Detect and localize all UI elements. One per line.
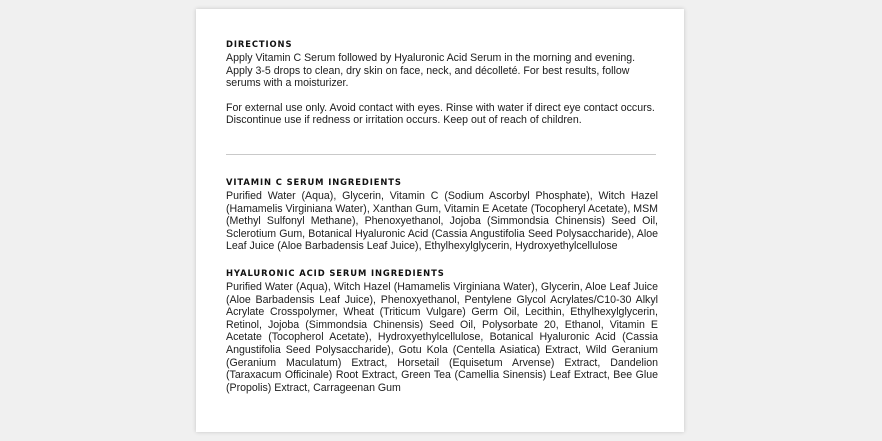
vitamin-c-heading: VITAMIN C SERUM INGREDIENTS	[226, 176, 402, 187]
vitamin-c-ingredients-section	[226, 177, 658, 253]
warning-text: For external use only. Avoid contact with eyes. Rinse with water if direct eye contact occurs. Discontinue use if redness or irritation occurs. Keep out of reach of children.	[226, 101, 655, 127]
section-divider	[226, 154, 656, 155]
hyaluronic-heading: HYALURONIC ACID SERUM INGREDIENTS	[226, 267, 445, 278]
hyaluronic-ingredients-section	[226, 268, 658, 394]
directions-text: Apply Vitamin C Serum followed by Hyaluronic Acid Serum in the morning and evening. Apply 3-5 drops to clean, dry skin on face, neck, and décolleté. For best results, follow serums with a moisturizer.	[226, 52, 636, 90]
vitamin-c-ingredients-text: Purified Water (Aqua), Glycerin, Vitamin C (Sodium Ascorbyl Phosphate), Witch Hazel (Hamamelis Virginiana Water), Xanthan Gum, Vitamin E Acetate (Tocopheryl Acetate), MSM (Methyl Sulfonyl Methane), Phenoxyethanol, Jojoba (Simmondsia Chinensis) Seed Oil, Sclerotium Gum, Botanical Hyaluronic Acid (Cassia Angustifolia Seed Polysaccharide), Aloe Leaf Juice (Aloe Barbadensis Leaf Juice), Ethylhexylglycerin, Hydroxyethylcellulose	[226, 189, 658, 253]
product-info-card	[196, 9, 684, 432]
hyaluronic-ingredients-text: Purified Water (Aqua), Witch Hazel (Hamamelis Virginiana Water), Glycerin, Aloe Leaf Juice (Aloe Barbadensis Leaf Juice), Phenoxyethanol, Pentylene Glycol Acrylates/C10-30 Alkyl Acrylate Crosspolymer, Wheat (Triticum Vulgare) Germ Oil, Lecithin, Ethylhexylglycerin, Retinol, Jojoba (Simmondsia Chinensis) Seed Oil, Polysorbate 20, Ethanol, Vitamin E Acetate (Tocopherol Acetate), Hydroxyethylcellulose, Botanical Hyaluronic Acid (Cassia Angustifolia Seed Polysaccharide), Gotu Kola (Centella Asiatica) Extract, Wild Geranium (Geranium Maculatum) Extract, Horsetail (Equisetum Arvense) Extract, Dandelion (Taraxacum Officinale) Root Extract, Green Tea (Camellia Sinensis) Leaf Extract, Bee Glue (Propolis) Extract, Carrageenan Gum	[226, 280, 658, 394]
directions-heading: DIRECTIONS	[226, 39, 293, 49]
directions-section	[226, 39, 658, 127]
